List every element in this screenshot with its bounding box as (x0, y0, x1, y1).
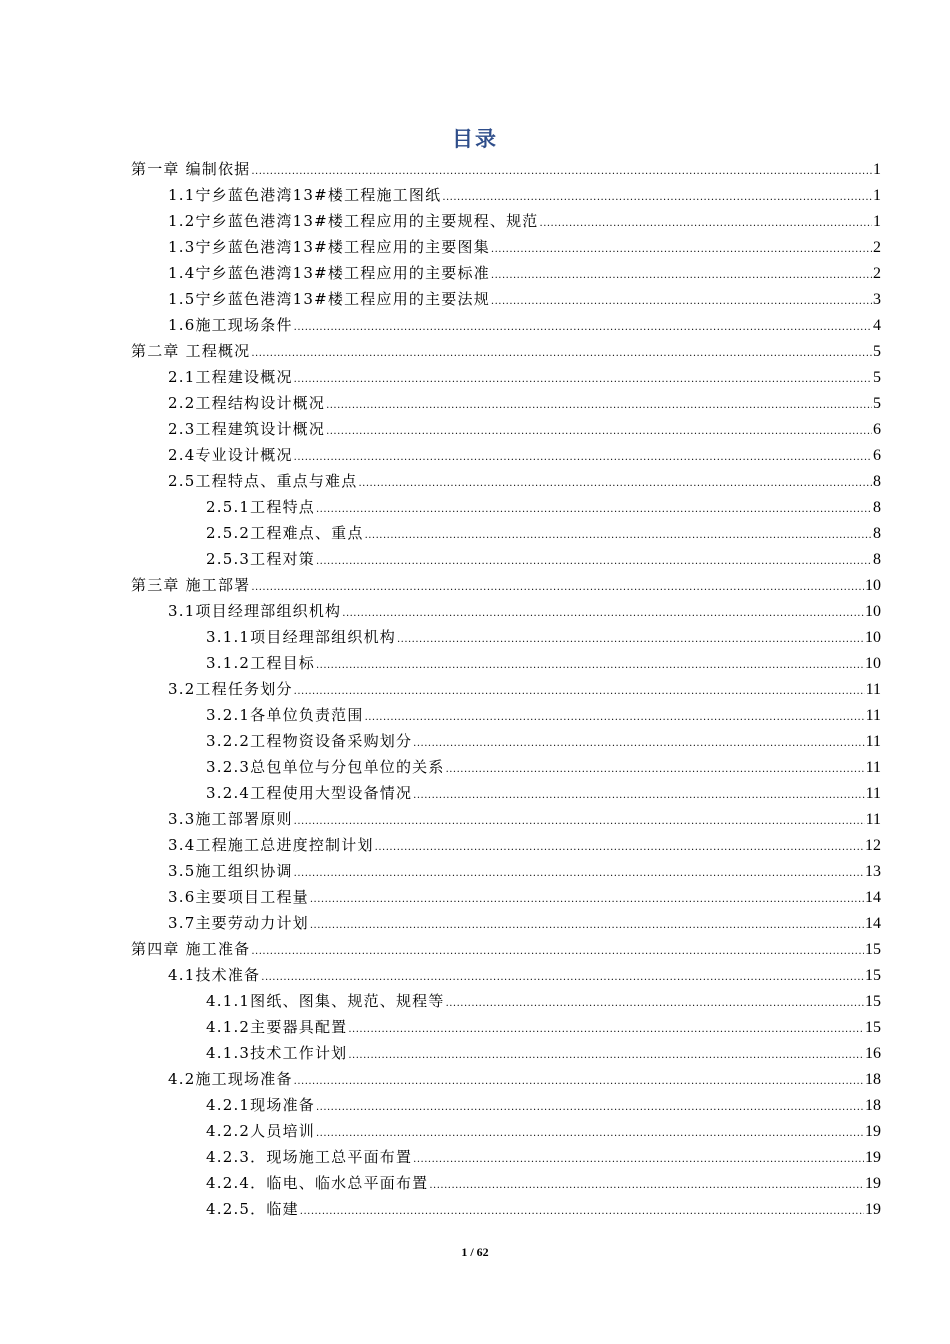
toc-entry[interactable] (131, 416, 881, 442)
toc-page-number: 15 (865, 993, 881, 1010)
toc-page-number: 10 (865, 629, 881, 646)
toc-entry[interactable] (131, 1196, 881, 1222)
toc-entry[interactable] (131, 312, 881, 338)
toc-dot-leader (342, 601, 864, 627)
toc-dot-leader (326, 419, 872, 445)
toc-entry-text: 3.2.3总包单位与分包单位的关系 (206, 758, 445, 776)
toc-entry-text: 4.2.3．现场施工总平面布置 (206, 1148, 413, 1166)
toc-page-number: 8 (873, 525, 881, 542)
toc-entry[interactable] (131, 520, 881, 546)
toc-dot-leader (540, 211, 872, 237)
toc-entry[interactable] (131, 390, 881, 416)
toc-entry[interactable] (131, 962, 881, 988)
toc-dot-leader (446, 757, 865, 783)
toc-page-number: 13 (865, 863, 881, 880)
toc-dot-leader (365, 705, 865, 731)
toc-entry[interactable] (131, 858, 881, 884)
toc-entry[interactable] (131, 260, 881, 286)
toc-dot-leader (310, 913, 864, 939)
toc-entry-text: 4.2.5．临建 (206, 1200, 299, 1218)
toc-entry-text: 第四章 施工准备 (131, 940, 251, 958)
toc-entry[interactable] (131, 1144, 881, 1170)
toc-entry[interactable] (131, 1092, 881, 1118)
toc-dot-leader (365, 523, 872, 549)
toc-entry-text: 2.4专业设计概况 (168, 446, 293, 464)
toc-dot-leader (294, 809, 865, 835)
toc-page-number: 18 (865, 1071, 881, 1088)
toc-entry-text: 2.1工程建设概况 (168, 368, 293, 386)
toc-entry-text: 1.4宁乡蓝色港湾13#楼工程应用的主要标准 (168, 264, 490, 282)
toc-entry-text: 2.5工程特点、重点与难点 (168, 472, 358, 490)
toc-dot-leader (316, 1095, 864, 1121)
toc-dot-leader (429, 1173, 864, 1199)
toc-entry-text: 4.1技术准备 (168, 966, 261, 984)
toc-page-number: 10 (865, 655, 881, 672)
toc-page-number: 8 (873, 551, 881, 568)
toc-page-number: 15 (865, 1019, 881, 1036)
toc-entry[interactable] (131, 910, 881, 936)
toc-dot-leader (294, 315, 872, 341)
toc-dot-leader (491, 263, 872, 289)
toc-dot-leader (413, 1147, 864, 1173)
toc-entry[interactable] (131, 468, 881, 494)
toc-dot-leader (294, 367, 872, 393)
toc-entry[interactable] (131, 1040, 881, 1066)
toc-entry[interactable] (131, 624, 881, 650)
toc-dot-leader (348, 1017, 864, 1043)
toc-page-number: 4 (873, 317, 881, 334)
toc-entry-text: 3.3施工部署原则 (168, 810, 293, 828)
toc-entry-text: 4.2施工现场准备 (168, 1070, 293, 1088)
toc-entry[interactable] (131, 988, 881, 1014)
toc-entry-text: 3.4工程施工总进度控制计划 (168, 836, 374, 854)
toc-page-number: 5 (873, 343, 881, 360)
toc-entry[interactable] (131, 286, 881, 312)
toc-dot-leader (358, 471, 872, 497)
toc-entry[interactable] (131, 364, 881, 390)
toc-entry[interactable] (131, 936, 881, 962)
toc-dot-leader (251, 341, 872, 367)
toc-entry[interactable] (131, 1170, 881, 1196)
toc-entry-text: 2.3工程建筑设计概况 (168, 420, 326, 438)
page-number-footer: 1 / 62 (461, 1245, 489, 1259)
toc-dot-leader (294, 861, 864, 887)
toc-entry-text: 1.6施工现场条件 (168, 316, 293, 334)
toc-entry-text: 4.2.4．临电、临水总平面布置 (206, 1174, 429, 1192)
toc-page-number: 11 (865, 785, 881, 802)
toc-page-number: 11 (865, 681, 881, 698)
toc-page-number: 2 (873, 265, 881, 282)
toc-entry[interactable] (131, 156, 881, 182)
toc-page-number: 11 (865, 759, 881, 776)
table-of-contents (131, 156, 881, 1222)
toc-dot-leader (375, 835, 864, 861)
toc-entry[interactable] (131, 572, 881, 598)
toc-page-number: 6 (873, 421, 881, 438)
toc-page-number: 18 (865, 1097, 881, 1114)
toc-page-number: 10 (865, 577, 881, 594)
toc-entry-text: 第一章 编制依据 (131, 160, 251, 178)
toc-page-number: 10 (865, 603, 881, 620)
toc-entry[interactable] (131, 208, 881, 234)
toc-entry-text: 4.1.1图纸、图集、规范、规程等 (206, 992, 445, 1010)
toc-page-number: 2 (873, 239, 881, 256)
toc-page-number: 15 (865, 967, 881, 984)
toc-entry-text: 1.5宁乡蓝色港湾13#楼工程应用的主要法规 (168, 290, 490, 308)
toc-page-number: 19 (865, 1123, 881, 1140)
toc-title: 目录 (452, 126, 498, 151)
toc-dot-leader (310, 887, 864, 913)
toc-dot-leader (316, 497, 872, 523)
toc-page-number: 19 (865, 1201, 881, 1218)
toc-entry-text: 3.7主要劳动力计划 (168, 914, 309, 932)
toc-entry-text: 4.2.1现场准备 (206, 1096, 315, 1114)
toc-entry-text: 3.1项目经理部组织机构 (168, 602, 342, 620)
toc-dot-leader (413, 783, 864, 809)
toc-entry-text: 3.5施工组织协调 (168, 862, 293, 880)
toc-page-number: 14 (865, 915, 881, 932)
toc-page-number: 11 (865, 733, 881, 750)
toc-page-number: 1 (873, 161, 881, 178)
toc-entry-text: 3.2.1各单位负责范围 (206, 706, 364, 724)
toc-page-number: 11 (865, 707, 881, 724)
toc-entry[interactable] (131, 1014, 881, 1040)
toc-dot-leader (413, 731, 864, 757)
toc-entry-text: 第三章 施工部署 (131, 576, 251, 594)
toc-entry[interactable] (131, 780, 881, 806)
toc-entry-text: 3.2.2工程物资设备采购划分 (206, 732, 413, 750)
toc-entry[interactable] (131, 728, 881, 754)
toc-dot-leader (348, 1043, 864, 1069)
toc-entry[interactable] (131, 702, 881, 728)
toc-entry[interactable] (131, 1118, 881, 1144)
toc-entry[interactable] (131, 182, 881, 208)
toc-entry-text: 3.1.2工程目标 (206, 654, 315, 672)
toc-entry-text: 3.6主要项目工程量 (168, 888, 309, 906)
toc-dot-leader (294, 1069, 864, 1095)
toc-entry-text: 3.2.4工程使用大型设备情况 (206, 784, 413, 802)
toc-dot-leader (316, 549, 872, 575)
toc-entry-text: 3.1.1项目经理部组织机构 (206, 628, 396, 646)
toc-dot-leader (491, 289, 872, 315)
toc-entry-text: 3.2工程任务划分 (168, 680, 293, 698)
toc-dot-leader (446, 991, 864, 1017)
toc-entry-text: 2.5.2工程难点、重点 (206, 524, 364, 542)
toc-dot-leader (326, 393, 872, 419)
toc-entry[interactable] (131, 598, 881, 624)
toc-entry-text: 4.1.3技术工作计划 (206, 1044, 348, 1062)
toc-entry[interactable] (131, 832, 881, 858)
toc-entry-text: 第二章 工程概况 (131, 342, 251, 360)
toc-entry[interactable] (131, 754, 881, 780)
toc-entry-text: 2.2工程结构设计概况 (168, 394, 326, 412)
toc-page-number: 19 (865, 1149, 881, 1166)
toc-page-number: 19 (865, 1175, 881, 1192)
toc-entry-text: 2.5.1工程特点 (206, 498, 315, 516)
toc-entry-text: 1.1宁乡蓝色港湾13#楼工程施工图纸 (168, 186, 442, 204)
toc-entry[interactable] (131, 650, 881, 676)
toc-page-number: 14 (865, 889, 881, 906)
toc-entry-text: 4.1.2主要器具配置 (206, 1018, 348, 1036)
toc-page-number: 16 (865, 1045, 881, 1062)
toc-dot-leader (316, 653, 864, 679)
toc-entry-text: 1.2宁乡蓝色港湾13#楼工程应用的主要规程、规范 (168, 212, 539, 230)
toc-page-number: 3 (873, 291, 881, 308)
toc-entry[interactable] (131, 234, 881, 260)
toc-page-number: 15 (865, 941, 881, 958)
toc-entry[interactable] (131, 494, 881, 520)
toc-page-number: 1 (873, 213, 881, 230)
toc-entry[interactable] (131, 884, 881, 910)
toc-page-number: 11 (865, 811, 881, 828)
toc-page-number: 5 (873, 395, 881, 412)
toc-dot-leader (251, 939, 864, 965)
toc-entry[interactable] (131, 676, 881, 702)
toc-dot-leader (397, 627, 864, 653)
toc-entry[interactable] (131, 442, 881, 468)
toc-dot-leader (294, 445, 872, 471)
toc-entry-text: 2.5.3工程对策 (206, 550, 315, 568)
toc-page-number: 1 (873, 187, 881, 204)
toc-entry[interactable] (131, 1066, 881, 1092)
toc-dot-leader (300, 1199, 864, 1225)
toc-page-number: 5 (873, 369, 881, 386)
toc-dot-leader (294, 679, 865, 705)
toc-dot-leader (491, 237, 872, 263)
toc-entry-text: 4.2.2人员培训 (206, 1122, 315, 1140)
toc-entry[interactable] (131, 338, 881, 364)
toc-page-number: 8 (873, 499, 881, 516)
toc-entry[interactable] (131, 806, 881, 832)
toc-page-number: 6 (873, 447, 881, 464)
toc-entry-text: 1.3宁乡蓝色港湾13#楼工程应用的主要图集 (168, 238, 490, 256)
toc-entry[interactable] (131, 546, 881, 572)
toc-dot-leader (251, 575, 864, 601)
toc-page-number: 12 (865, 837, 881, 854)
toc-page-number: 8 (873, 473, 881, 490)
